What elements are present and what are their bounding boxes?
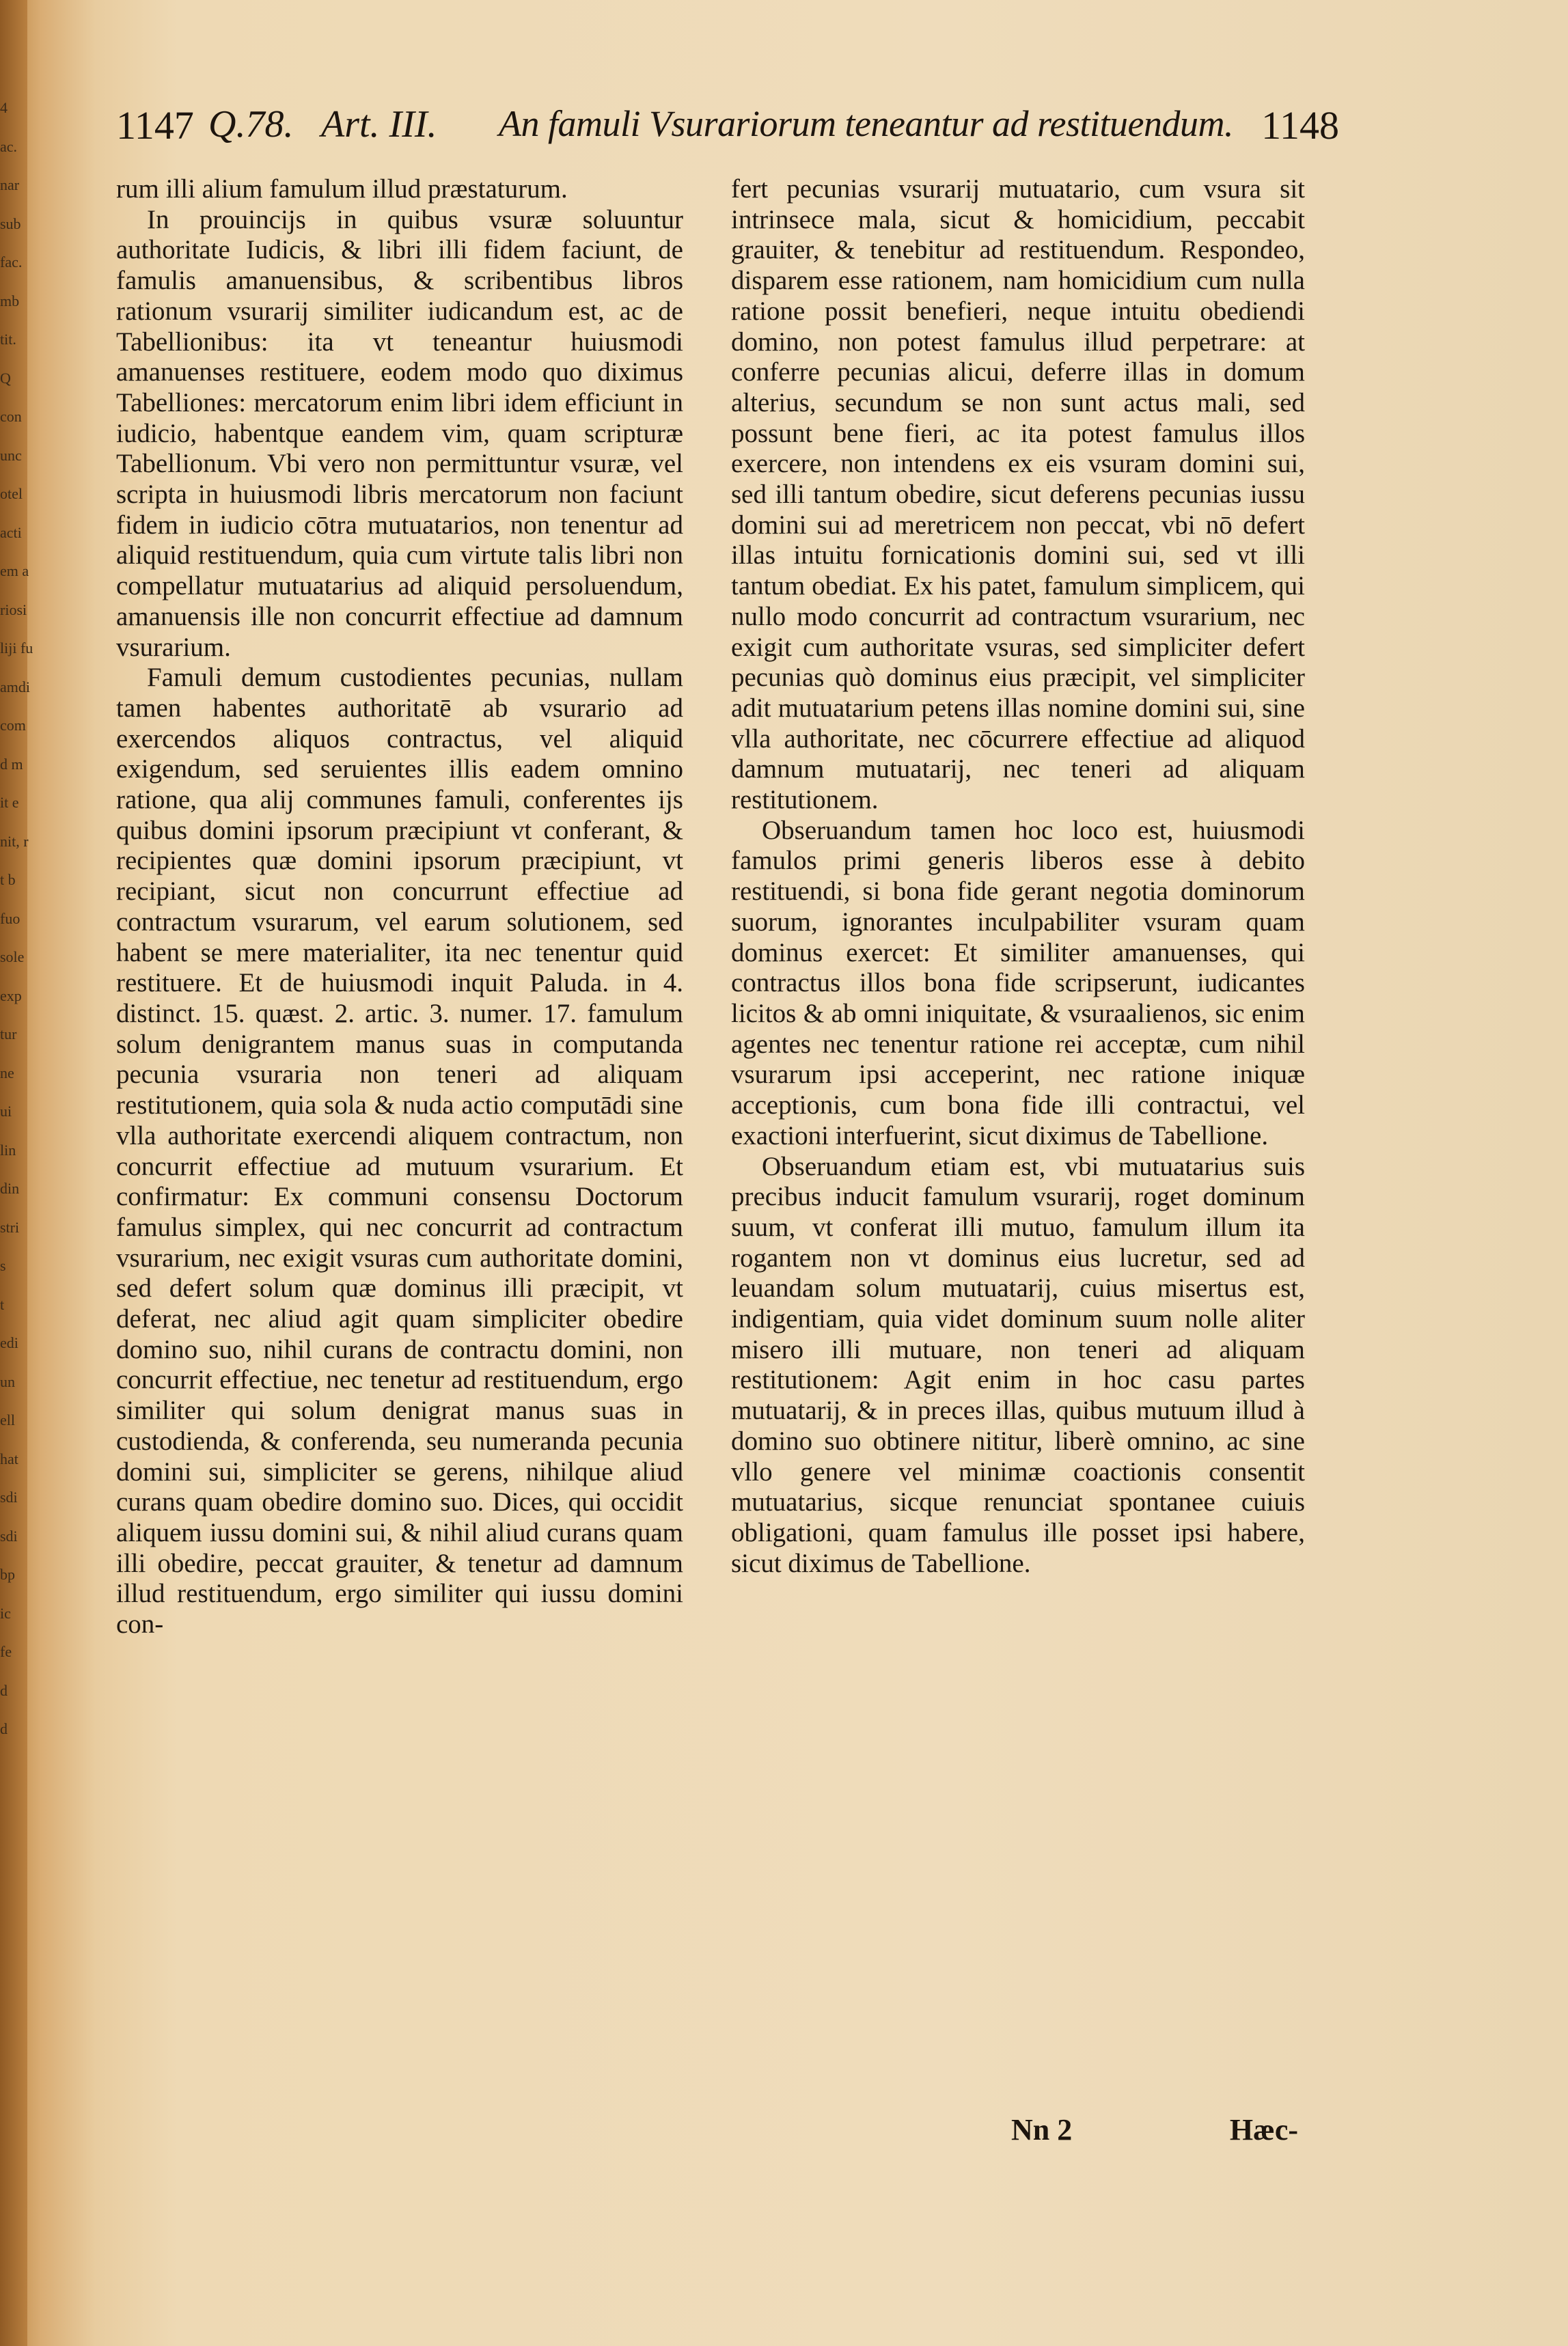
running-title: An famuli Vsurariorum teneantur ad restituendum. xyxy=(499,103,1233,144)
paragraph: In prouincijs in quibus vsuræ soluuntur authoritate Iudicis, & libri illi fidem faciunt, de famulis amanuensibus, & scribentibus libros rationum vsurarij similiter iudicandum est, ac de Tabellionibus: ita vt teneantur huiusmodi amanuenses restituere, eodem modo quo diximus Tabelliones: mercatorum enim libri idem efficiunt in iudicio, habentque eandem vim, quam scripturæ Tabellionum. Vbi vero non permittuntur vsuræ, vel scripta in huiusmodi libris mercatorum non faciunt fidem in iudicio cōtra mutuatarios, non tenentur ad aliquid restituendum, quia cum virtute talis libri non compellatur mutuatarius ad aliquid persoluendum, amanuensis ille non concurrit effectiue ad damnum vsurarium. xyxy=(116,204,683,662)
paragraph: Famuli demum custodientes pecunias, nullam tamen habentes authoritatē ab vsurario ad exercendos aliquos contractus, vel aliquid exigendum, sed seruientes illis eadem omnino ratione, qua alij communes famuli, conferentes ijs quibus domini ipsorum præcipiunt vt conferant, & recipientes quæ domini ipsorum præcipiunt, vt recipiant, sicut non concurrunt effectiue ad contractum vsurarum, vel earum solutionem, sed habent se mere materialiter, ita nec tenentur quid restituere. Et de huiusmodi inquit Paluda. in 4. distinct. 15. quæst. 2. artic. 3. numer. 17. famulum solum denigrantem manus suas in computanda pecunia vsuraria non teneri ad aliquam restitutionem, quia sola & nuda actio computādi sine vlla authoritate exercendi aliquem contractum, non concurrit effectiue ad mutuum vsurarium. Et confirmatur: Ex communi consensu Doctorum famulus simplex, qui nec concurrit ad contractum vsurarium, nec exigit vsuras cum authoritate domini, sed defert solum quæ dominus illi præcipit, vt deferat, nec aliud agit quam simpliciter obedire domino suo, nihil curans de contractu domini, non concurrit effectiue, nec tenetur ad restituendum, ergo similiter qui solum denigrat manus suas in custodienda, & conferenda, seu numeranda pecunia domini sui, simpliciter se gerens, nihilque aliud curans quam obedire domino suo. Dices, qui occidit aliquem iussu domini sui, & nihil aliud curans quam illi obedire, peccat grauiter, & tenetur ad damnum illud restituendum, ergo similiter qui iussu domini con- xyxy=(116,663,683,1640)
paragraph: Obseruandum etiam est, vbi mutuatarius suis precibus inducit famulum vsurarij, roget dominum suum, vt conferat illi mutuo, famulum illum ita rogantem non vt dominus eius lucretur, sed ad leuandam solum mutuatarij, cuius misertus est, indigentiam, quia videt dominum suum nolle aliter misero illi mutuare, non teneri ad aliquam restitutionem: Agit enim in hoc casu partes mutuatarij, & in preces illas, quibus mutuum illud à domino suo obtinere nititur, liberè omnino, ac sine vllo genere vel minimæ coactionis consentit mutuatarius, sicque renunciat spontanee cuiuis obligationi, quam famulus ille posset ipsi habere, sicut diximus de Tabellione. xyxy=(731,1151,1305,1578)
right-column xyxy=(731,174,1305,1579)
article-number: Art. III. xyxy=(321,103,437,146)
signature-mark: Nn 2 xyxy=(1011,2113,1073,2147)
question-number: Q.78. xyxy=(208,103,294,146)
running-header xyxy=(116,102,1339,164)
page-footer xyxy=(1011,2112,1298,2153)
paragraph: Obseruandum tamen hoc loco est, huiusmodi famulos primi generis liberos esse à debito restituendi, si bona fide gerant negotia dominorum suorum, ignorantes inculpabiliter vsuram quam dominus exercet: Et similiter amanuenses, qui contractus illos bona fide scripserunt, iudicantes licitos & ab omni iniquitate, & vsuraalienos, sic enim agentes nec tenentur ratione rei acceptæ, cum nihil vsurarum ipsi acceperint, nec ratione iniquæ acceptionis, cum bona fide illi contractui, vel exactioni interfuerint, sicut diximus de Tabellione. xyxy=(731,815,1305,1150)
page-number-left: 1147 xyxy=(116,103,194,148)
catchword: Hæc- xyxy=(1229,2113,1298,2147)
left-column xyxy=(116,174,683,1640)
facing-page-fragments: 4 ac. nar sub fac. mb tit. Q con unc otel acti em a riosi liji fu amdi com d m it e nit, r t b fuo sole exp tur ne ui lin din stri s t edi un ell hat sdi sdi bp ic fe d d xyxy=(0,99,33,1737)
paragraph: rum illi alium famulum illud præstaturum. xyxy=(116,174,568,204)
page-number-right: 1148 xyxy=(1261,103,1339,148)
paragraph: fert pecunias vsurarij mutuatario, cum vsura sit intrinsece mala, sicut & homicidium, peccabit grauiter, & tenebitur ad restituendum. Respondeo, disparem esse rationem, nam homicidium cum nulla ratione possit benefieri, neque intuitu obediendi domino, non potest famulus illud perpetrare: at conferre pecunias alicui, deferre illas in domum alterius, secundum se non sunt actus mali, sed possunt bene fieri, ac ita potest famulus illos exercere, non intendens ex eis vsuram domini sui, sed illi tantum obedire, sicut deferens pecunias iussu domini sui ad meretricem non peccat, vbi nō defert illas intuitu fornicationis domini sui, sed vt illi tantum obediat. Ex his patet, famulum simplicem, qui nullo modo concurrit ad contractum vsurarium, nec exigit cum authoritate vsuras, sed simpliciter defert pecunias quò dominus eius præcipit, vel simpliciter adit mutuatarium petens illas nomine domini sui, sine vlla authoritate, nec cōcurrere effectiue ad aliquod damnum mutuatarij, nec teneri ad aliquam restitutionem. xyxy=(731,174,1305,815)
